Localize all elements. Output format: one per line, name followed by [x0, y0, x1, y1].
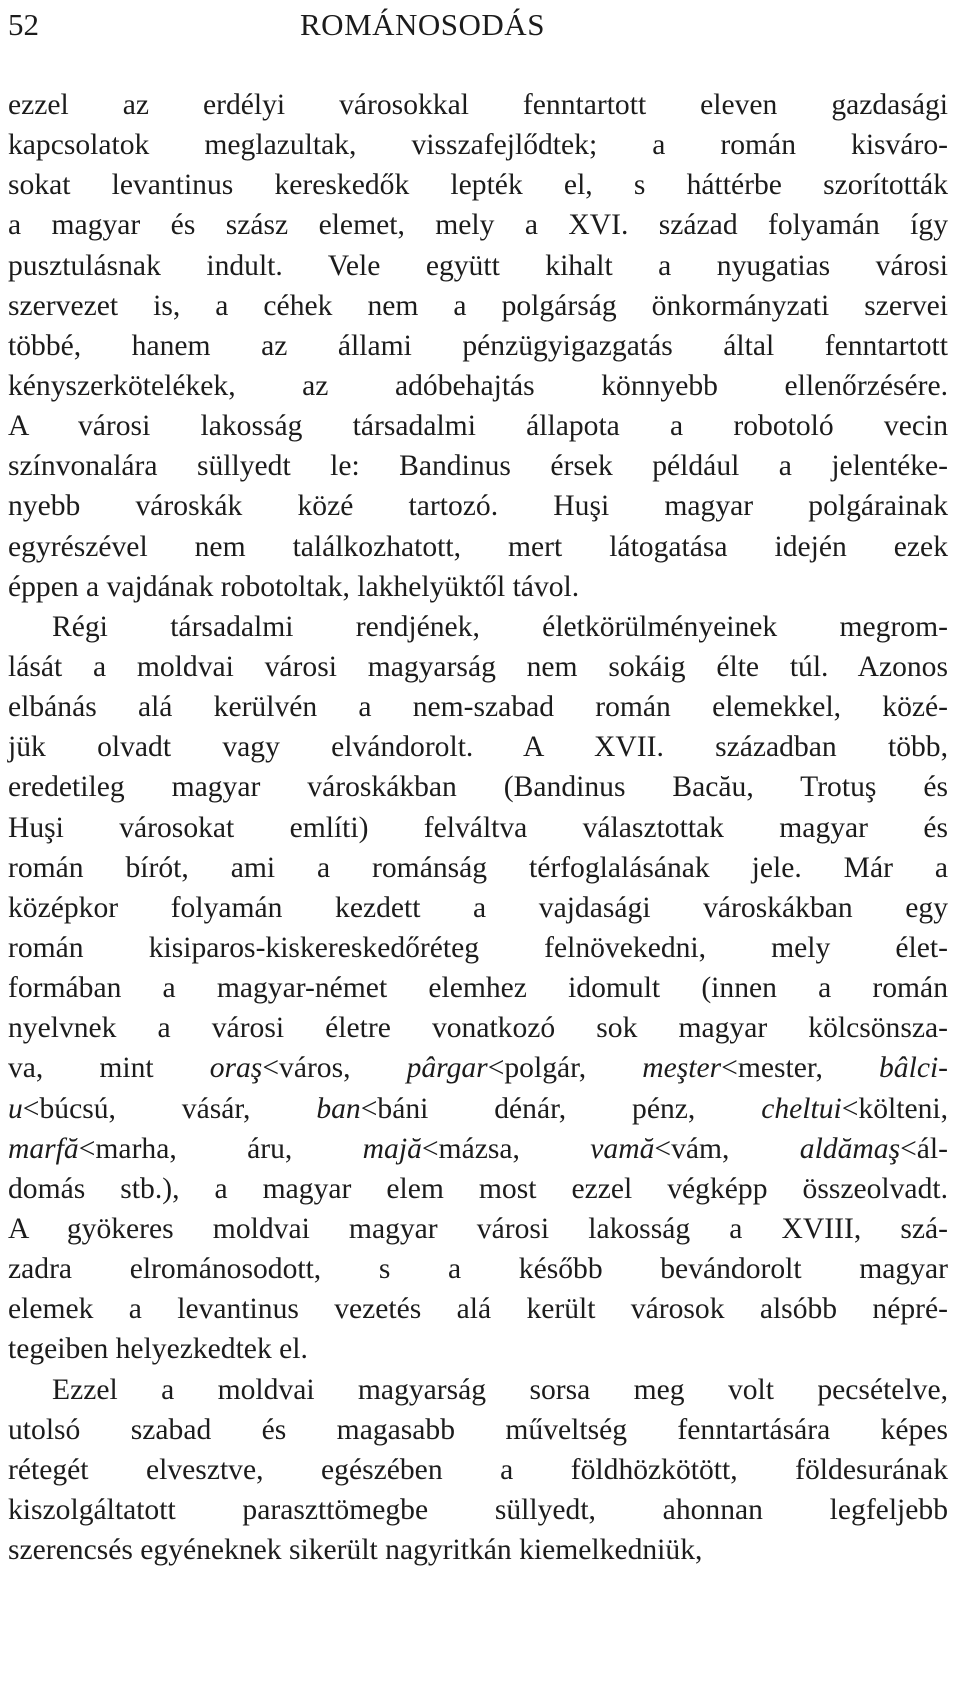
text-run: elbánás alá kerülvén a nem-szabad román elemekkel, közé-: [8, 691, 948, 724]
text-run: eredetileg magyar városkákban (Bandinus Bacău, Trotuş és: [8, 771, 948, 804]
page-number: 52: [8, 7, 39, 42]
text-line: [8, 808, 948, 848]
text-run: román bírót, ami a románság térfoglalásának jele. Már a: [8, 851, 948, 884]
text-run: formában a magyar-német elemhez idomult (innen a román: [8, 972, 948, 1005]
text-line: [8, 286, 948, 326]
text-run: egyrészével nem találkozhatott, mert látogatása idején ezek: [8, 530, 948, 563]
text-run: A városi lakosság társadalmi állapota a robotoló vecin: [8, 410, 948, 443]
text-line: [8, 486, 948, 526]
text-line: [8, 1289, 948, 1329]
text-run: lását a moldvai városi magyarság nem sokáig élte túl. Azonos: [8, 650, 948, 683]
text-run: Huşi városokat említi) felváltva választottak magyar és: [8, 811, 948, 844]
text-line: [8, 767, 948, 807]
text-run: nyebb városkák közé tartozó. Huşi magyar polgárainak: [8, 490, 948, 523]
text-run: <mázsa,: [421, 1132, 591, 1165]
italic-word: meşter: [642, 1052, 722, 1085]
text-run: <marha, áru,: [78, 1132, 363, 1165]
text-run: <mester,: [721, 1052, 879, 1085]
text-line: [8, 165, 948, 205]
paragraph: [8, 607, 948, 1370]
text-run: középkor folyamán kezdett a vajdasági városkákban egy: [8, 891, 948, 924]
text-run: kapcsolatok meglazultak, visszafejlődtek; a román kisváro-: [8, 129, 948, 162]
text-run: ezzel az erdélyi városokkal fenntartott eleven gazdasági: [8, 89, 948, 121]
italic-word: marfă: [8, 1132, 79, 1165]
paragraph: [8, 85, 948, 607]
italic-word: majă: [362, 1132, 422, 1165]
text-line: [8, 1450, 948, 1490]
text-line: [8, 326, 948, 366]
text-run: szerencsés egyéneknek sikerült nagyritkán kiemelkedniük,: [8, 1534, 703, 1567]
text-line: [8, 1129, 948, 1169]
text-line: [8, 246, 948, 286]
italic-word: pârgar: [406, 1052, 488, 1085]
text-run: zadra elrománosodott, s a később bevándorolt magyar: [8, 1253, 948, 1286]
text-run: va, mint: [8, 1052, 210, 1085]
text-line: [8, 1008, 948, 1048]
paragraph: [8, 1370, 948, 1571]
body-text: [8, 85, 948, 1570]
text-line: [8, 1530, 948, 1570]
running-title: ROMÁNOSODÁS: [300, 7, 545, 42]
text-line: [8, 848, 948, 888]
text-line: [8, 607, 948, 647]
text-run: tegeiben helyezkedtek el.: [8, 1333, 308, 1366]
text-run: utolsó szabad és magasabb műveltség fenntartására képes: [8, 1413, 948, 1446]
text-run: <polgár,: [487, 1052, 643, 1085]
text-run: <báni dénár, pénz,: [360, 1092, 762, 1125]
text-run: sokat levantinus kereskedők lepték el, s háttérbe szorították: [8, 169, 948, 202]
text-line: [8, 406, 948, 446]
text-run: jük olvadt vagy elvándorolt. A XVII. században több,: [8, 731, 948, 764]
italic-word: cheltui: [761, 1092, 842, 1125]
text-run: <város,: [262, 1052, 407, 1085]
text-line: [8, 1370, 948, 1410]
italic-word: u: [8, 1092, 23, 1125]
text-line: [8, 928, 948, 968]
text-run: <ál-: [900, 1132, 948, 1165]
text-line: [8, 1490, 948, 1530]
text-line: [8, 647, 948, 687]
text-line: [8, 85, 948, 125]
text-line: [8, 687, 948, 727]
text-line: [8, 366, 948, 406]
page-header: [8, 2, 948, 48]
text-line: [8, 727, 948, 767]
text-run: Ezzel a moldvai magyarság sorsa meg volt pecsételve,: [52, 1373, 948, 1406]
text-line: [8, 1048, 948, 1088]
text-line: [8, 125, 948, 165]
text-run: <búcsú, vásár,: [22, 1092, 317, 1125]
italic-word: ban: [316, 1092, 361, 1125]
italic-word: oraş: [209, 1052, 263, 1085]
text-line: [8, 1169, 948, 1209]
text-line: [8, 888, 948, 928]
text-line: [8, 1209, 948, 1249]
text-line: [8, 968, 948, 1008]
text-line: [8, 205, 948, 245]
text-line: [8, 1410, 948, 1450]
text-run: A gyökeres moldvai magyar városi lakosság a XVIII, szá-: [8, 1212, 948, 1245]
text-line: [8, 527, 948, 567]
text-line: [8, 446, 948, 486]
text-run: pusztulásnak indult. Vele együtt kihalt a nyugatias városi: [8, 249, 948, 282]
italic-word: bâlci-: [879, 1052, 949, 1085]
text-run: kényszerkötelékek, az adóbehajtás könnyebb ellenőrzésére.: [8, 369, 948, 402]
text-run: Régi társadalmi rendjének, életkörülményeinek megrom-: [52, 610, 948, 643]
italic-word: aldămaş: [799, 1132, 901, 1165]
text-run: nyelvnek a városi életre vonatkozó sok magyar kölcsönsza-: [8, 1012, 948, 1045]
text-run: a magyar és szász elemet, mely a XVI. század folyamán így: [8, 209, 948, 242]
text-run: <vám,: [654, 1132, 800, 1165]
text-line: [8, 1329, 948, 1369]
text-run: domás stb.), a magyar elem most ezzel végképp összeolvadt.: [8, 1172, 948, 1205]
text-run: szervezet is, a céhek nem a polgárság önkormányzati szervei: [8, 289, 948, 322]
text-line: [8, 567, 948, 607]
text-run: színvonalára süllyedt le: Bandinus érsek például a jelentéke-: [8, 450, 948, 483]
italic-word: vamă: [590, 1132, 655, 1165]
text-run: éppen a vajdának robotoltak, lakhelyüktől távol.: [8, 570, 580, 603]
text-run: román kisiparos-kiskereskedőréteg felnövekedni, mely élet-: [8, 931, 948, 964]
text-run: elemek a levantinus vezetés alá került városok alsóbb népré-: [8, 1293, 948, 1326]
text-run: <költeni,: [841, 1092, 948, 1125]
text-run: többé, hanem az állami pénzügyigazgatás által fenntartott: [8, 329, 948, 362]
text-run: rétegét elvesztve, egészében a földhözkötött, földesurának: [8, 1453, 948, 1486]
text-line: [8, 1249, 948, 1289]
text-line: [8, 1089, 948, 1129]
text-run: kiszolgáltatott paraszttömegbe süllyedt, ahonnan legfeljebb: [8, 1493, 948, 1526]
